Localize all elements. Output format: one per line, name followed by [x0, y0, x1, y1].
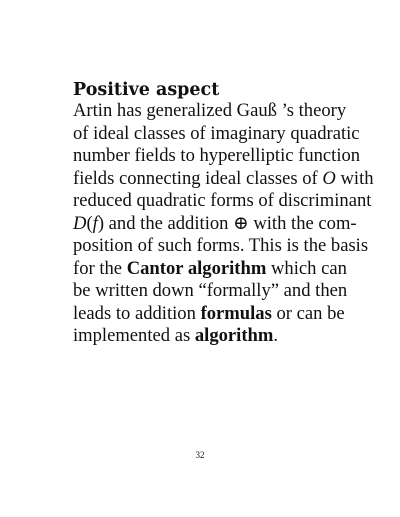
- text-line: [73, 280, 348, 303]
- math-symbol: O: [322, 167, 336, 189]
- bold-term: algorithm: [194, 325, 274, 346]
- text-run: reduced quadratic forms of discriminant: [73, 190, 372, 211]
- text-line: [73, 167, 374, 191]
- text-run: .: [273, 325, 279, 346]
- text-run: implemented as: [73, 325, 195, 346]
- text-line: [73, 122, 360, 146]
- text-run: for the: [73, 257, 127, 279]
- text-run: which can: [266, 257, 347, 279]
- math-symbol: D: [73, 212, 87, 234]
- text-run: number fields to hyperelliptic function: [73, 145, 361, 166]
- text-line: [73, 235, 369, 258]
- section-heading: Positive aspect: [73, 80, 220, 100]
- text-run: fields connecting ideal classes of: [73, 167, 323, 189]
- text-run: with: [335, 167, 374, 189]
- body-paragraph: [73, 100, 374, 348]
- text-line: [73, 100, 347, 123]
- text-run: position of such forms. This is the basis: [73, 235, 369, 256]
- text-line: [73, 145, 361, 168]
- bold-term: Cantor algorithm: [126, 257, 267, 279]
- text-run: ) and the addition ⊕ with the com-: [97, 212, 357, 234]
- text-run: Artin has generalized Gauß ’s theory: [73, 100, 347, 121]
- text-line: [73, 325, 338, 348]
- text-run: (: [86, 212, 93, 234]
- text-line: [73, 212, 357, 236]
- text-run: or can be: [271, 302, 345, 324]
- bold-term: formulas: [200, 302, 272, 324]
- text-line: [73, 302, 345, 326]
- text-run: leads to addition: [73, 302, 201, 324]
- math-symbol: f: [92, 212, 98, 234]
- page-number: 32: [195, 450, 205, 460]
- text-line: [73, 190, 372, 213]
- text-line: [73, 257, 347, 281]
- text-run: be written down “formally” and then: [73, 280, 348, 301]
- text-run: of ideal classes of imaginary quadratic: [73, 122, 360, 144]
